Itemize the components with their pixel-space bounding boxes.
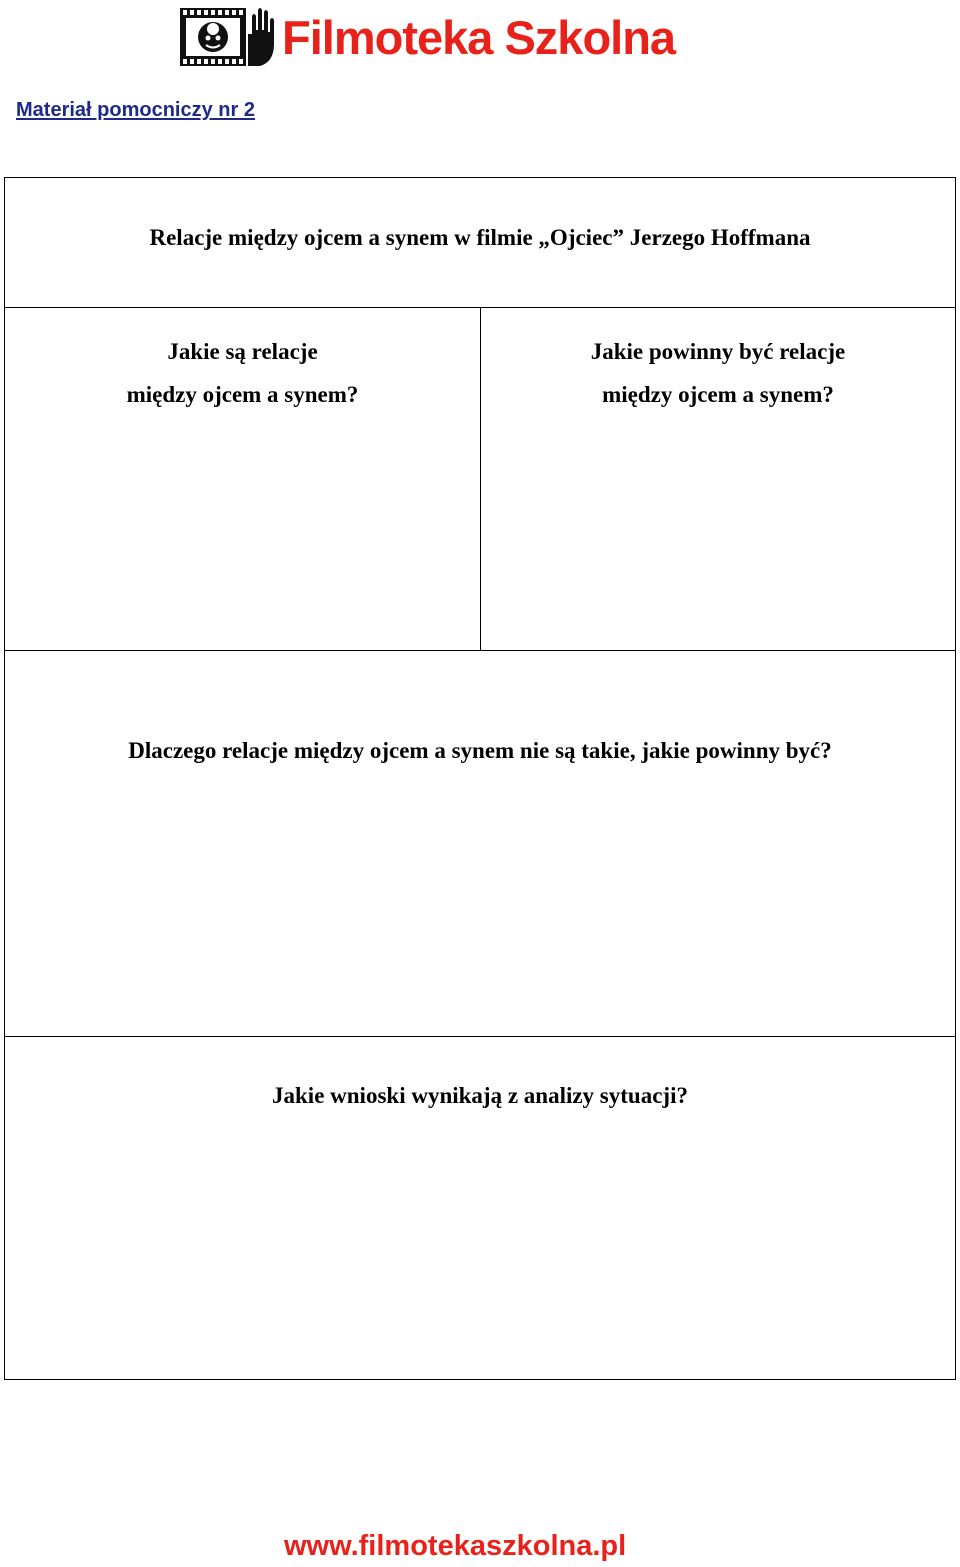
film-hand-logo-icon: [178, 4, 278, 70]
why-question: Dlaczego relacje między ojcem a synem nie są takie, jakie powinny być?: [128, 738, 832, 763]
current-relations-question: [5, 330, 480, 416]
material-label: Materiał pomocniczy nr 2: [16, 99, 255, 121]
desired-relations-line1: Jakie powinny być relacje: [590, 339, 846, 364]
worksheet-table: [4, 177, 956, 1380]
worksheet-title-row: [5, 178, 955, 308]
current-relations-cell[interactable]: [5, 308, 481, 650]
why-question-row[interactable]: [5, 651, 955, 1037]
conclusions-row[interactable]: [5, 1037, 955, 1379]
current-relations-line1: Jakie są relacje: [167, 339, 318, 364]
logo-wordmark: Filmoteka Szkolna: [282, 10, 676, 64]
conclusions-question: Jakie wnioski wynikają z analizy sytuacji?: [272, 1083, 688, 1108]
filmoteka-logo: [178, 4, 675, 70]
footer-url-link[interactable]: www.filmotekaszkolna.pl: [284, 1530, 627, 1562]
desired-relations-cell[interactable]: [481, 308, 955, 650]
current-relations-line2: między ojcem a synem?: [126, 382, 359, 407]
question-split-row: [5, 308, 955, 651]
desired-relations-line2: między ojcem a synem?: [602, 382, 834, 407]
worksheet-title: Relacje między ojcem a synem w filmie „Ojciec” Jerzego Hoffmana: [149, 225, 811, 250]
desired-relations-question: [481, 330, 955, 416]
